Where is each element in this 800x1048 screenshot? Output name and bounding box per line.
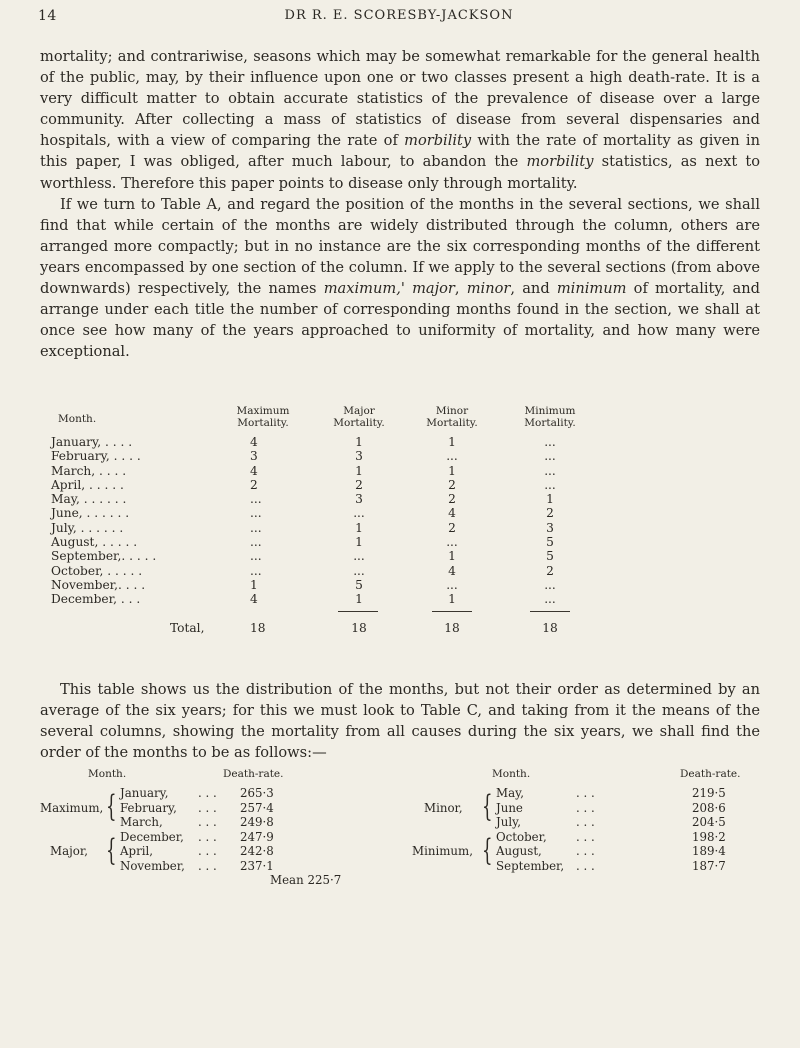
leader-dots: . . . [576, 786, 595, 800]
minimum-cell: ... [544, 477, 556, 492]
month-cell: May, . . . . . . [51, 492, 127, 507]
major-cell: 1 [355, 535, 363, 550]
total-min: 18 [444, 620, 460, 635]
table-row [40, 549, 760, 563]
rate-cell: 208·6 [692, 800, 726, 815]
month-cell: July, [496, 815, 521, 830]
leader-dots: . . . [576, 815, 595, 830]
minor-cell: 1 [448, 435, 456, 449]
table-row [40, 464, 760, 478]
table-a [40, 405, 760, 635]
minor-cell: ... [446, 535, 458, 550]
month-cell: August, [496, 844, 542, 859]
rate-cell: 237·1 [240, 859, 274, 873]
col-header-month: Month. [58, 413, 97, 425]
header-month-left: Month. [88, 768, 127, 780]
leader-dots: . . . [198, 815, 217, 830]
minimum-cell: 2 [546, 563, 554, 578]
table-row [40, 478, 760, 492]
leader-dots: . . . [198, 829, 217, 844]
month-cell: May, [496, 786, 524, 800]
rate-cell: 198·2 [692, 829, 726, 844]
max-cell: 1 [250, 577, 258, 592]
group-label: Minor, [424, 800, 463, 815]
leader-dots: . . . [576, 859, 595, 873]
minimum-cell: 3 [546, 520, 554, 535]
max-cell: ... [250, 535, 262, 550]
rule-major [338, 611, 378, 612]
rate-cell: 249·8 [240, 815, 274, 830]
major-cell: 1 [355, 592, 363, 607]
group-label: Major, [50, 844, 88, 859]
month-cell: September, [496, 859, 565, 873]
minimum-cell: ... [544, 435, 556, 449]
max-cell: 2 [250, 477, 258, 492]
month-cell: December, [120, 829, 184, 844]
max-cell: 4 [250, 435, 258, 449]
rate-cell: 257·4 [240, 800, 274, 815]
table-row [40, 492, 760, 506]
running-title: DR R. E. SCORESBY-JACKSON [284, 8, 514, 23]
max-cell: 3 [250, 449, 258, 464]
minimum-cell: ... [544, 577, 556, 592]
max-cell: ... [250, 492, 262, 507]
month-cell: October, [496, 829, 547, 844]
header-rate-right: Death-rate. [680, 768, 741, 780]
minor-cell: 2 [448, 520, 456, 535]
rate-cell: 265·3 [240, 786, 274, 800]
rate-cell: 187·7 [692, 859, 726, 873]
header-rate-left: Death-rate. [223, 768, 284, 780]
table-c-summary [40, 768, 760, 888]
table-row [40, 535, 760, 549]
major-cell: ... [353, 506, 365, 521]
page-number: 14 [38, 8, 57, 24]
minor-cell: ... [446, 449, 458, 464]
month-cell: October, . . . . . [51, 563, 143, 578]
month-cell: February, . . . . [51, 449, 141, 464]
table-a-header [40, 405, 760, 435]
paragraph-1: mortality; and contrariwise, seasons which may be somewhat remarkable for the general health of the public, may, by their influence upon one or two classes present a high death-rate. It is a very difficult matter to obtain accurate statistics of the prevalence of disease over a large community. After collecting a mass of statistics of disease from several dispensaries and hospitals, with a view of comparing the rate of morbility with the rate of mortality as given in this paper, I was obliged, after much labour, to abandon the morbility statistics, as next to worthless. Therefore this paper points to disease only through mortality. [40, 48, 761, 192]
rule-minor [432, 611, 472, 612]
minor-cell: 2 [448, 477, 456, 492]
major-cell: 5 [355, 577, 363, 592]
month-cell: November, [120, 859, 185, 873]
max-cell: ... [250, 549, 262, 564]
table-c-header [40, 768, 760, 784]
brace-icon: { [482, 789, 493, 824]
minimum-cell: 1 [546, 492, 554, 507]
group-label: Maximum, [40, 800, 104, 815]
total-mini: 18 [542, 620, 558, 635]
col-header-minimum: Minimum Mortality. [524, 405, 576, 429]
month-cell: November,. . . . [51, 577, 146, 592]
table-row [40, 506, 760, 520]
minimum-cell: 2 [546, 506, 554, 521]
leader-dots: . . . [576, 829, 595, 844]
rule-minimum [530, 611, 570, 612]
col-header-major: Major Mortality. [333, 405, 385, 429]
month-cell: January, [120, 786, 169, 800]
max-cell: 4 [250, 592, 258, 607]
major-cell: ... [353, 563, 365, 578]
table-a-body [40, 435, 760, 607]
minor-cell: 1 [448, 592, 456, 607]
max-cell: 4 [250, 463, 258, 478]
mean-row [40, 872, 760, 888]
major-cell: 1 [355, 463, 363, 478]
body-text [40, 46, 760, 362]
table-row [40, 564, 760, 578]
month-cell: January, . . . . [51, 435, 133, 449]
header-month-right: Month. [492, 768, 531, 780]
month-cell: September,. . . . . [51, 549, 157, 564]
leader-dots: . . . [198, 786, 217, 800]
brace-icon: { [106, 832, 117, 868]
month-cell: March, [120, 815, 163, 830]
minimum-cell: ... [544, 463, 556, 478]
brace-icon: { [106, 789, 117, 824]
minor-cell: 1 [448, 549, 456, 564]
month-cell: April, [120, 844, 154, 859]
leader-dots: . . . [576, 800, 595, 815]
rate-cell: 242·8 [240, 844, 274, 859]
max-cell: ... [250, 520, 262, 535]
major-cell: ... [353, 549, 365, 564]
minimum-cell: 5 [546, 549, 554, 564]
major-cell: 1 [355, 435, 363, 449]
table-row [40, 449, 760, 463]
major-cell: 1 [355, 520, 363, 535]
brace-icon: { [482, 832, 493, 868]
total-label: Total, [170, 620, 205, 635]
rate-cell: 204·5 [692, 815, 726, 830]
minimum-cell: ... [544, 592, 556, 607]
month-cell: June [496, 800, 523, 815]
leader-dots: . . . [198, 859, 217, 873]
total-max: 18 [250, 620, 266, 635]
minimum-cell: 5 [546, 535, 554, 550]
minor-cell: 2 [448, 492, 456, 507]
month-cell: June, . . . . . . [51, 506, 130, 521]
table-row [40, 592, 760, 606]
max-cell: ... [250, 563, 262, 578]
minor-cell: 4 [448, 506, 456, 521]
minor-cell: 1 [448, 463, 456, 478]
major-cell: 3 [355, 449, 363, 464]
paragraph-2: If we turn to Table A, and regard the position of the months in the several sections, we shall find that while certain of the months are widely distributed through the column, others are arranged more compactly; but in no instance are the six corresponding months of the different years encompassed by one section of the column. If we apply to the several sections (from above downwards) respectively, the names maximum,' major, minor, and minimum of mortality, and arrange under each title the number of corresponding months found in the section, we shall at once see how many of the years approached to uniformity of mortality, and how many were exceptional. [40, 195, 760, 361]
leader-dots: . . . [198, 844, 217, 859]
col-header-maximum: Maximum Mortality. [236, 405, 290, 429]
table-row [40, 435, 760, 449]
table-c-body [40, 784, 760, 872]
running-head [38, 8, 760, 28]
minor-cell: 4 [448, 563, 456, 578]
rate-cell: 219·5 [692, 786, 726, 800]
max-cell: ... [250, 506, 262, 521]
month-cell: April, . . . . . [51, 477, 124, 492]
total-rules [40, 607, 760, 613]
table-row [40, 521, 760, 535]
month-cell: December, . . . [51, 592, 141, 607]
minor-cell: ... [446, 577, 458, 592]
total-maj: 18 [351, 620, 367, 635]
group-label: Minimum, [412, 844, 473, 859]
minimum-cell: ... [544, 449, 556, 464]
leader-dots: . . . [198, 800, 217, 815]
col-header-minor: Minor Mortality. [426, 405, 478, 429]
body-text-2 [40, 679, 760, 763]
paragraph-3: This table shows us the distribution of the months, but not their order as determined by an average of the six years; for this we must look to Table C, and taking from it the means of the several columns, showing the mortality from all causes during the six years, we shall find the order of the months to be as follows:— [40, 681, 760, 762]
mean-value: Mean 225·7 [270, 873, 342, 887]
month-cell: July, . . . . . . [51, 520, 124, 535]
table-row [40, 578, 760, 592]
month-cell: February, [120, 800, 177, 815]
leader-dots: . . . [576, 844, 595, 859]
month-cell: March, . . . . [51, 463, 127, 478]
month-cell: August, . . . . . [51, 535, 138, 550]
major-cell: 2 [355, 477, 363, 492]
major-cell: 3 [355, 492, 363, 507]
rate-cell: 247·9 [240, 829, 274, 844]
rate-cell: 189·4 [692, 844, 726, 859]
table-a-total-row [40, 621, 760, 635]
